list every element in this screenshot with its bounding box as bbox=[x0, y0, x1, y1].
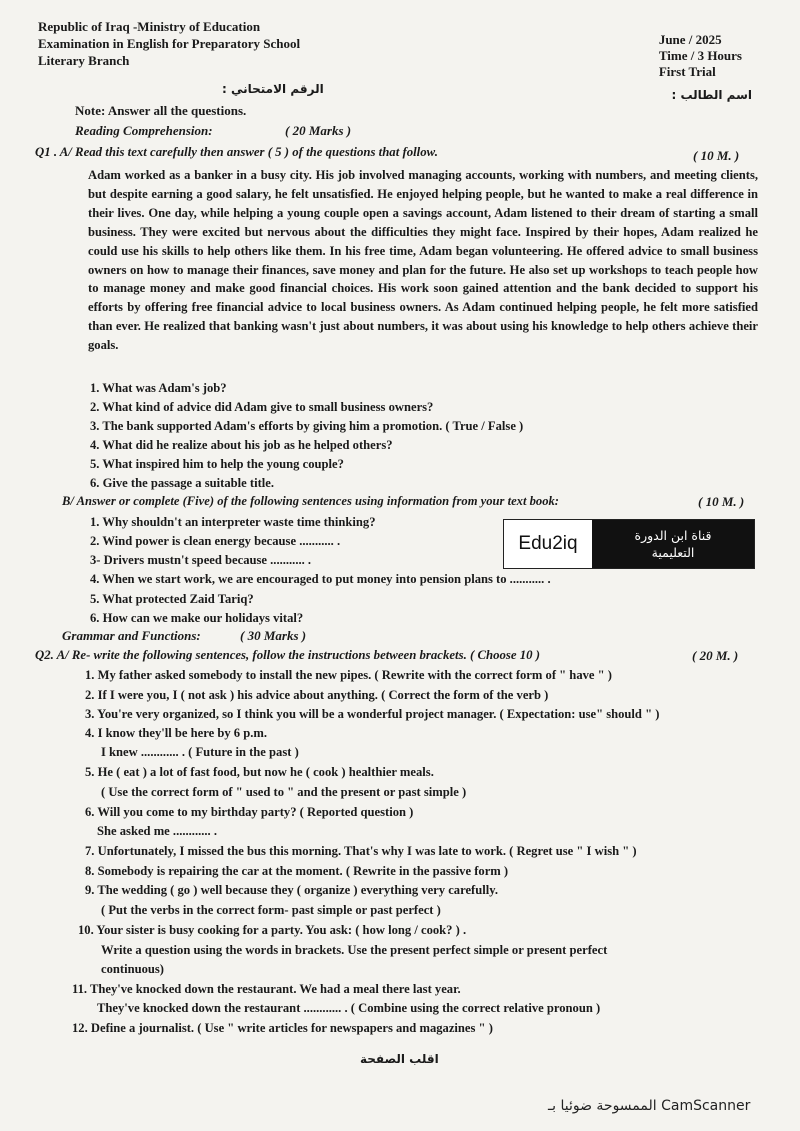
badge-arabic bbox=[592, 520, 754, 568]
q2a-line-9-sub: ( Put the verbs in the correct form- past simple or past perfect ) bbox=[101, 903, 441, 917]
grammar-marks: ( 30 Marks ) bbox=[240, 628, 307, 643]
q1b-question-1: 1. Why shouldn't an interpreter waste time thinking? bbox=[90, 515, 376, 529]
q2a-heading: Q2. A/ Re- write the following sentences, follow the instructions between brackets. ( Choose 10 ) bbox=[35, 648, 541, 662]
q2a-line-7: 7. Unfortunately, I missed the bus this morning. That's why I was late to work. ( Regret use " I wish " ) bbox=[85, 844, 637, 858]
q1a-question-1: 1. What was Adam's job? bbox=[90, 381, 227, 395]
exam-number-label: الرقم الامتحاني : bbox=[222, 82, 324, 96]
header-ministry: Republic of Iraq -Ministry of Education bbox=[38, 19, 261, 34]
q1b-question-6: 6. How can we make our holidays vital? bbox=[90, 611, 304, 625]
grammar-title: Grammar and Functions: bbox=[62, 628, 201, 643]
q1b-question-4: 4. When we start work, we are encouraged to put money into pension plans to ........... . bbox=[90, 572, 551, 586]
badge-arabic-line-1: قناة ابن الدورة bbox=[634, 528, 712, 543]
q2a-line-8: 8. Somebody is repairing the car at the moment. ( Rewrite in the passive form ) bbox=[85, 864, 509, 878]
q2a-line-6: 6. Will you come to my birthday party? ( Reported question ) bbox=[85, 805, 414, 819]
badge-brand: Edu2iq bbox=[504, 520, 592, 568]
header-date: June / 2025 bbox=[658, 32, 722, 47]
q1a-heading: Q1 . A/ Read this text carefully then answer ( 5 ) of the questions that follow. bbox=[35, 145, 438, 159]
q2a-marks: ( 20 M. ) bbox=[692, 648, 739, 663]
turn-page-label: اقلب الصفحة bbox=[360, 1052, 439, 1066]
note: Note: Answer all the questions. bbox=[75, 103, 247, 118]
badge-arabic-line-2: التعليمية bbox=[651, 545, 695, 560]
q1a-question-4: 4. What did he realize about his job as he helped others? bbox=[90, 438, 393, 452]
q1a-question-3: 3. The bank supported Adam's efforts by giving him a promotion. ( True / False ) bbox=[90, 419, 524, 433]
q1a-question-2: 2. What kind of advice did Adam give to small business owners? bbox=[90, 400, 434, 414]
q1a-marks: ( 10 M. ) bbox=[693, 148, 740, 163]
q2a-line-10: 10. Your sister is busy cooking for a party. You ask: ( how long / cook? ) . bbox=[78, 923, 467, 937]
q2a-line-6-sub: She asked me ............ . bbox=[97, 824, 217, 838]
q2a-line-4: 4. I know they'll be here by 6 p.m. bbox=[85, 726, 268, 740]
q2a-line-3: 3. You're very organized, so I think you will be a wonderful project manager. ( Expectation: use" should " ) bbox=[85, 707, 660, 721]
q2a-line-11: 11. They've knocked down the restaurant. We had a meal there last year. bbox=[72, 982, 461, 996]
reading-title: Reading Comprehension: bbox=[75, 123, 213, 138]
header-branch: Literary Branch bbox=[38, 53, 130, 68]
q1a-question-5: 5. What inspired him to help the young couple? bbox=[90, 457, 344, 471]
header-right bbox=[659, 32, 742, 80]
q2a-line-1: 1. My father asked somebody to install the new pipes. ( Rewrite with the correct form of " have " ) bbox=[85, 668, 612, 682]
q2a-line-4-sub: I knew ............ . ( Future in the past ) bbox=[101, 745, 299, 759]
edu2iq-watermark-badge bbox=[503, 519, 755, 569]
header-exam-title: Examination in English for Preparatory School bbox=[38, 36, 301, 51]
camscanner-watermark: الممسوحة ضوئيا بـ CamScanner bbox=[548, 1098, 751, 1114]
reading-marks: ( 20 Marks ) bbox=[285, 123, 352, 138]
q2a-line-5-sub: ( Use the correct form of " used to " and the present or past simple ) bbox=[101, 785, 467, 799]
q2a-line-10-sub-1: Write a question using the words in brackets. Use the present perfect simple or present perfect bbox=[101, 943, 608, 957]
q1b-heading: B/ Answer or complete (Five) of the following sentences using information from your text book: bbox=[62, 494, 559, 508]
q2a-line-5: 5. He ( eat ) a lot of fast food, but now he ( cook ) healthier meals. bbox=[85, 765, 434, 779]
header-left bbox=[38, 18, 300, 69]
q1b-question-5: 5. What protected Zaid Tariq? bbox=[90, 592, 254, 606]
q1b-marks: ( 10 M. ) bbox=[698, 494, 745, 509]
student-name-label: اسم الطالب : bbox=[671, 88, 752, 102]
q2a-line-2: 2. If I were you, I ( not ask ) his advice about anything. ( Correct the form of the verb ) bbox=[85, 688, 549, 702]
header-trial: First Trial bbox=[658, 64, 716, 79]
q2a-line-12: 12. Define a journalist. ( Use " write articles for newspapers and magazines " ) bbox=[72, 1021, 493, 1035]
q2a-line-9: 9. The wedding ( go ) well because they ( organize ) everything very carefully. bbox=[85, 883, 498, 897]
q1b-question-2: 2. Wind power is clean energy because ........... . bbox=[90, 534, 341, 548]
q1a-question-6: 6. Give the passage a suitable title. bbox=[90, 476, 274, 490]
header-time: Time / 3 Hours bbox=[658, 48, 742, 63]
q1b-question-3: 3- Drivers mustn't speed because ........... . bbox=[90, 553, 312, 567]
q2a-line-10-sub-2: continuous) bbox=[101, 962, 164, 976]
reading-passage: Adam worked as a banker in a busy city. His job involved managing accounts, working with numbers, and meeting clients, but despite earning a good salary, he felt unsatisfied. He enjoyed helping people, but he wanted to make a real difference in their lives. One day, while helping a young couple open a savings account, Adam listened to their dream of starting a small business. They were excited but nervous about the difficulties they might face. Inspired by their hopes, Adam realized he could use his skills to help others like them. In his free time, Adam began volunteering. He offered advice to small business owners on how to manage their finances, save money and plan for the future. He also set up workshops to teach people how to manage money and make good financial choices. His work soon gained attention and the bank decided to support his efforts by offering free financial advice to local business owners. As Adam continued helping people, he felt more satisfied than ever. He realized that banking wasn't just about numbers, it was about using his knowledge to help others achieve their goals. bbox=[88, 168, 758, 353]
q2a-line-11-sub: They've knocked down the restaurant ............ . ( Combine using the correct relative pronoun ) bbox=[97, 1001, 601, 1015]
